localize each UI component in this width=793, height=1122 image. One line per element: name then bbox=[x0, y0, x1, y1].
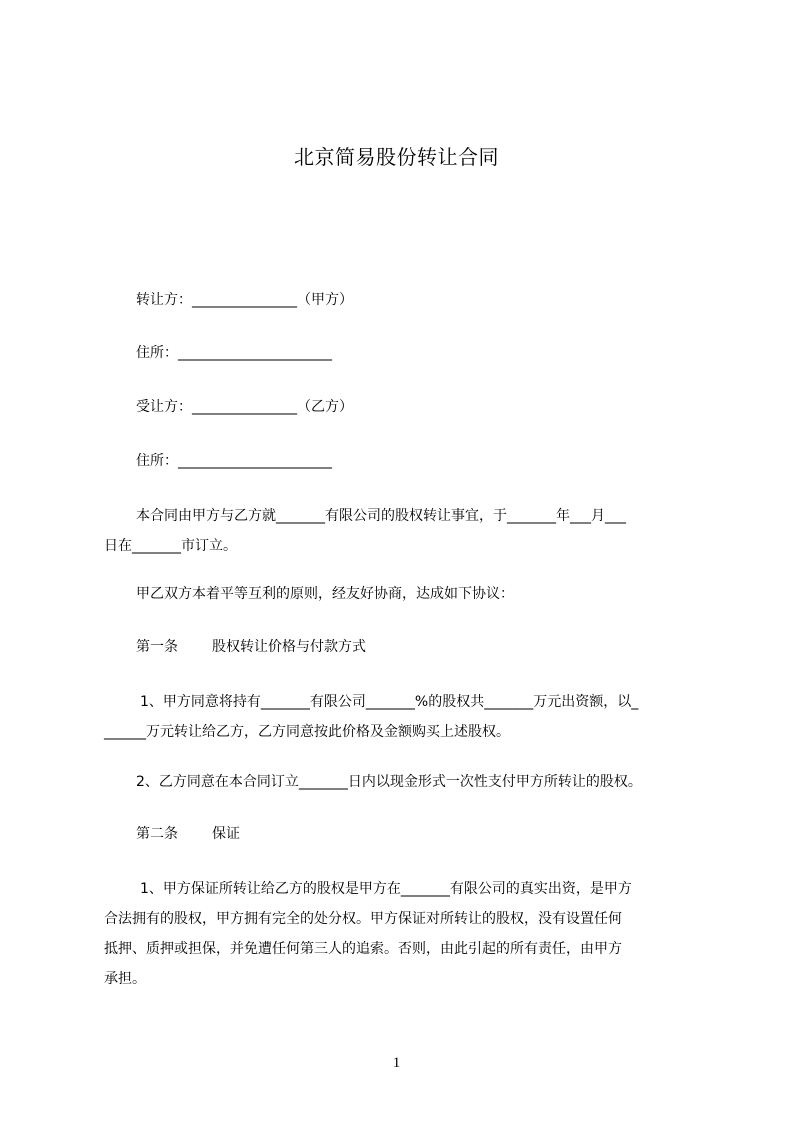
article-1-heading bbox=[136, 637, 366, 657]
transferor-address-line: 住所：______________________ bbox=[136, 345, 332, 361]
article-2-heading bbox=[136, 824, 240, 844]
article-2-clause-1-line-2: 合法拥有的股权，甲方拥有完全的处分权。甲方保证对所转让的股权，没有设置任何 bbox=[104, 911, 622, 927]
article-2-clause-1 bbox=[104, 874, 702, 994]
intro-paragraph bbox=[104, 501, 702, 561]
transferor-line: 转让方：_______________（甲方） bbox=[136, 292, 353, 308]
article-2-number: 第二条 bbox=[136, 826, 178, 842]
article-1-title: 股权转让价格与付款方式 bbox=[212, 639, 366, 655]
article-1-clause-2-text: 2、乙方同意在本合同订立_______日内以现金形式一次性支付甲方所转让的股权。 bbox=[136, 774, 642, 790]
article-2-clause-1-line-4: 承担。 bbox=[104, 971, 146, 987]
document-title: 北京简易股份转让合同 bbox=[294, 145, 499, 169]
intro-line-1: 本合同由甲方与乙方就_______有限公司的股权转让事宜，于_______年___月___ bbox=[136, 508, 626, 524]
article-1-clause-1-line-2: ______万元转让给乙方，乙方同意按此价格及金额购买上述股权。 bbox=[104, 724, 510, 740]
transferee-address-line: 住所：______________________ bbox=[136, 453, 332, 469]
article-2-clause-1-line-1: 1、甲方保证所转让给乙方的股权是甲方在_______有限公司的真实出资，是甲方 bbox=[140, 881, 632, 897]
article-1-number: 第一条 bbox=[136, 639, 178, 655]
page-number: 1 bbox=[392, 1055, 401, 1071]
article-2-clause-1-line-3: 抵押、质押或担保，并免遭任何第三人的追索。否则，由此引起的所有责任，由甲方 bbox=[104, 941, 622, 957]
agreement-statement: 甲乙双方本着平等互利的原则，经友好协商，达成如下协议： bbox=[136, 586, 514, 602]
article-2-title: 保证 bbox=[212, 826, 240, 842]
article-1-clause-1 bbox=[104, 687, 702, 747]
intro-line-2: 日在_______市订立。 bbox=[104, 538, 237, 554]
article-1-clause-1-line-1: 1、甲方同意将持有_______有限公司_______%的股权共_______万元出资额，以_ bbox=[140, 694, 639, 710]
article-1-clause-2 bbox=[104, 767, 702, 797]
transferee-line: 受让方：_______________（乙方） bbox=[136, 399, 353, 415]
